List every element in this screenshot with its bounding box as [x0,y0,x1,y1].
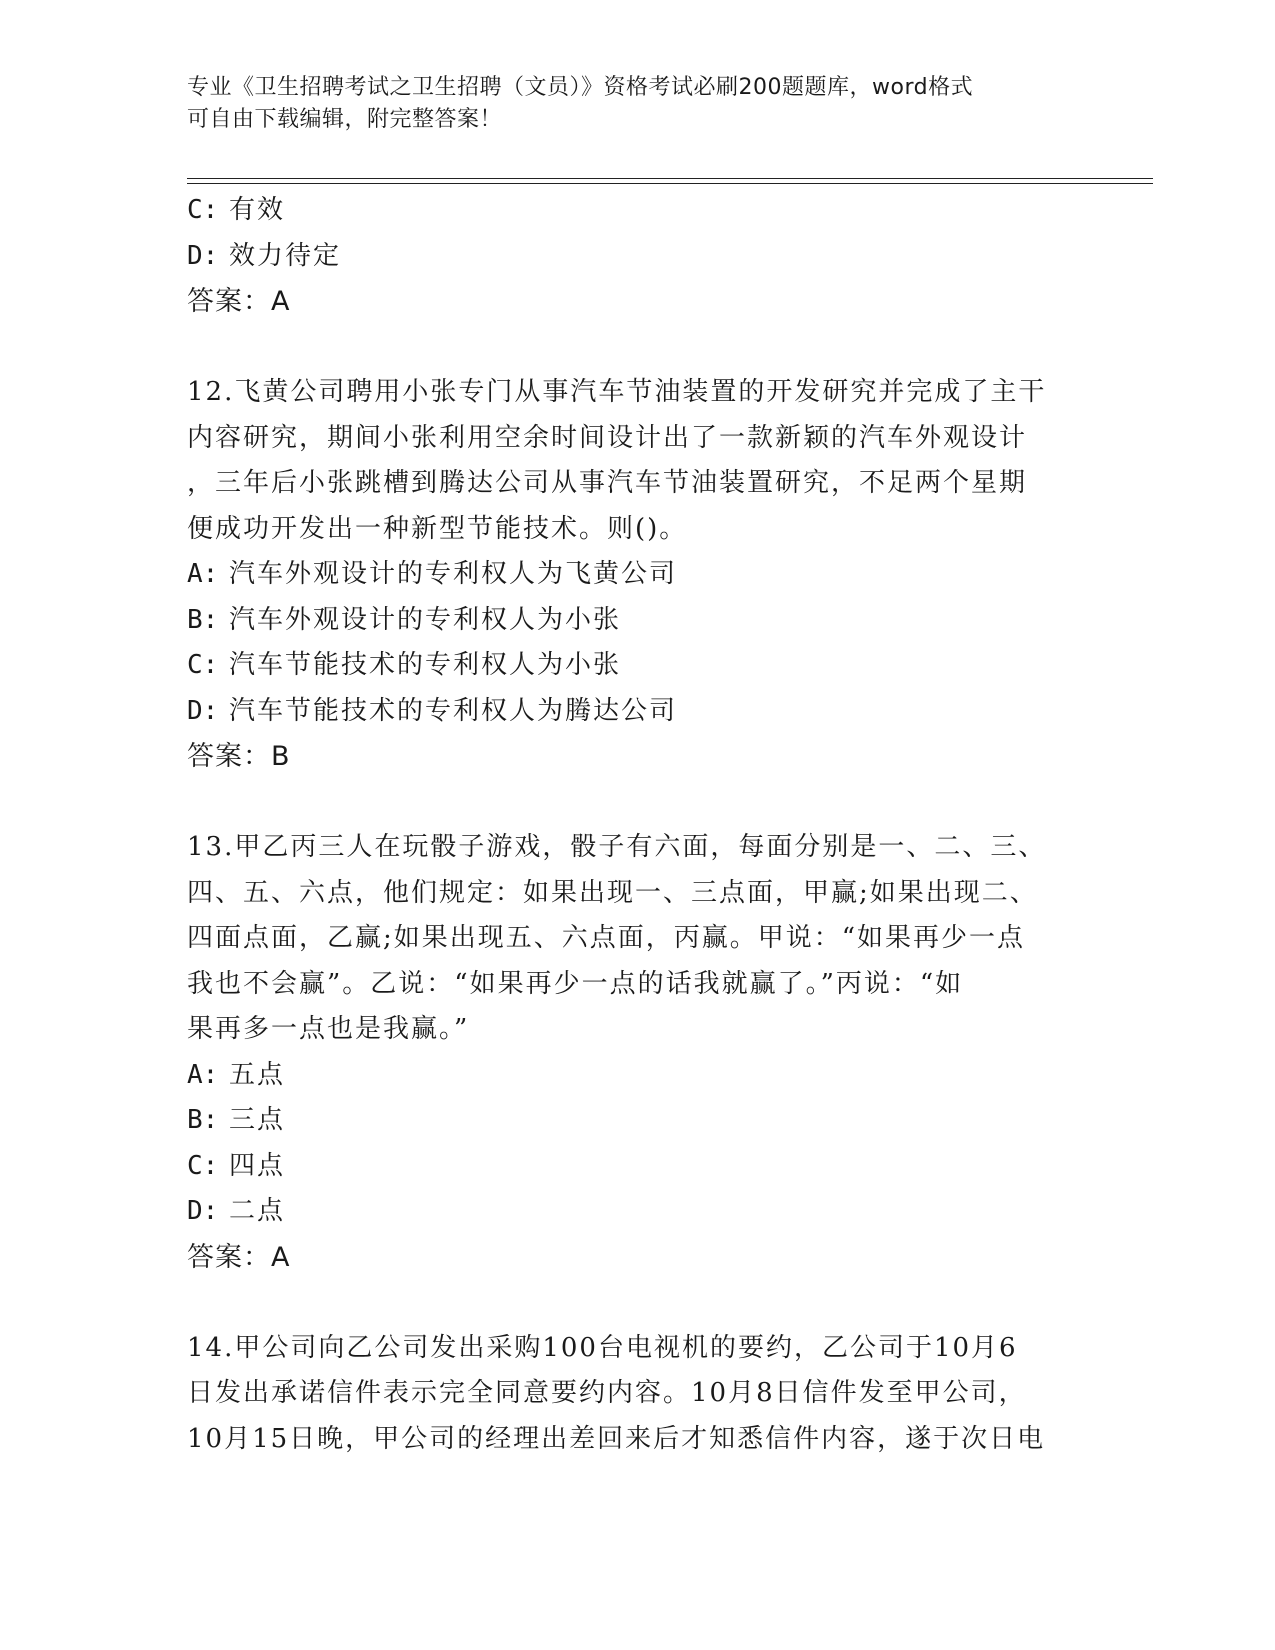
header-divider-bottom [187,183,1153,184]
option-d: D: 汽车节能技术的专利权人为腾达公司 [187,695,678,726]
answer-line: 答案：B [187,741,291,772]
option-d: D: 二点 [187,1196,286,1226]
question-13 [187,825,1087,1280]
option-a: A: 汽车外观设计的专利权人为飞黄公司 [187,559,678,589]
question-12 [187,370,1087,780]
question-text-line: 10月15日晚，甲公司的经理出差回来后才知悉信件内容，遂于次日电 [187,1423,1046,1454]
option-d: D: 效力待定 [187,240,342,271]
header-divider-top [187,178,1153,179]
question-text-line: 便成功开发出一种新型节能技术。则()。 [187,513,688,544]
question-text-line: 四、五、六点，他们规定：如果出现一、三点面，甲赢;如果出现二、 [187,877,1038,908]
header-line-1: 专业《卫生招聘考试之卫生招聘（文员）》资格考试必刷200题题库，word格式 [187,75,974,100]
option-a: A: 五点 [187,1059,286,1090]
answer-line: 答案：A [187,1241,291,1273]
spacer [187,1280,1087,1326]
spacer [187,325,1087,371]
option-c: C: 四点 [187,1150,286,1181]
document-header [187,72,1067,136]
question-14 [187,1326,1087,1463]
question-text-line: 14.甲公司向乙公司发出采购100台电视机的要约，乙公司于10月6 [187,1332,1018,1363]
answer-line: 答案：A [187,286,291,317]
option-b: B: 汽车外观设计的专利权人为小张 [187,604,622,635]
question-11-tail [187,188,1087,325]
question-content [187,188,1087,1462]
question-text-line: 果再多一点也是我赢。” [187,1014,470,1044]
question-text-line: 我也不会赢”。乙说：“如果再少一点的话我就赢了。”丙说：“如 [187,968,964,999]
question-text-line: 13.甲乙丙三人在玩骰子游戏，骰子有六面，每面分别是一、二、三、 [187,832,1047,862]
question-text-line: 四面点面，乙赢;如果出现五、六点面，丙赢。甲说：“如果再少一点 [187,923,1026,953]
option-c: C: 有效 [187,195,286,225]
option-c: C: 汽车节能技术的专利权人为小张 [187,650,622,680]
question-text-line: 内容研究，期间小张利用空余时间设计出了一款新颖的汽车外观设计 [187,422,1028,453]
option-b: B: 三点 [187,1105,286,1135]
question-text-line: 12.飞黄公司聘用小张专门从事汽车节油装置的开发研究并完成了主干 [187,377,1047,407]
question-text-line: ，三年后小张跳槽到腾达公司从事汽车节油装置研究，不足两个星期 [187,468,1028,498]
question-text-line: 日发出承诺信件表示完全同意要约内容。10月8日信件发至甲公司， [187,1378,1027,1408]
header-line-2: 可自由下载编辑，附完整答案！ [187,107,503,132]
spacer [187,780,1087,826]
